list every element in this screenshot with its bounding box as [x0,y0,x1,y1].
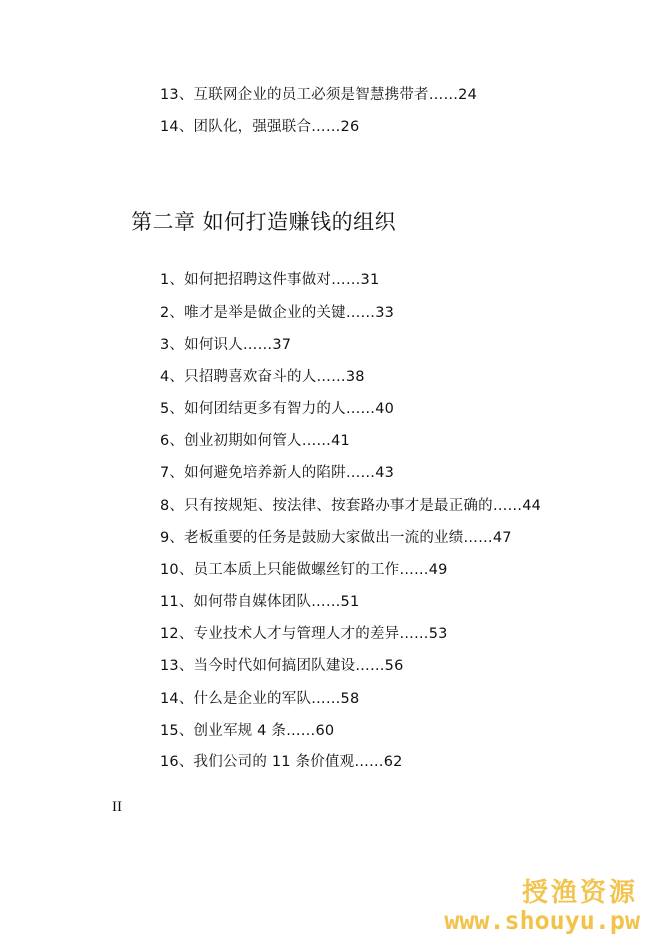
toc-entry-2: 2、唯才是举是做企业的关键……33 [160,305,395,321]
toc-entry-6: 6、创业初期如何管人……41 [160,433,350,449]
watermark-url: www.shouyu.pw [444,906,640,935]
toc-entry-4: 4、只招聘喜欢奋斗的人……38 [160,369,365,385]
toc-entry-8: 8、只有按规矩、按法律、按套路办事才是最正确的……44 [160,498,542,514]
chapter-title: 第二章 如何打造赚钱的组织 [131,210,397,234]
toc-entry-13-prev: 13、互联网企业的员工必须是智慧携带者……24 [160,87,477,103]
toc-entry-7: 7、如何避免培养新人的陷阱……43 [160,465,395,481]
toc-entry-16: 16、我们公司的 11 条价值观……62 [160,754,403,770]
toc-entry-15: 15、创业军规 4 条……60 [160,723,335,739]
toc-entry-10: 10、员工本质上只能做螺丝钉的工作……49 [160,562,448,578]
toc-entry-11: 11、如何带自媒体团队……51 [160,594,360,610]
page-number: II [112,799,122,815]
toc-entry-9: 9、老板重要的任务是鼓励大家做出一流的业绩……47 [160,530,512,546]
toc-entry-14-prev: 14、团队化，强强联合……26 [160,119,360,135]
toc-entry-5: 5、如何团结更多有智力的人……40 [160,401,395,417]
toc-entry-3: 3、如何识人……37 [160,337,292,353]
watermark-text: 授渔资源 [521,878,638,908]
toc-entry-12: 12、专业技术人才与管理人才的差异……53 [160,626,448,642]
toc-entry-1: 1、如何把招聘这件事做对……31 [160,272,380,288]
toc-entry-14: 14、什么是企业的军队……58 [160,691,360,707]
toc-entry-13: 13、当今时代如何搞团队建设……56 [160,658,404,674]
